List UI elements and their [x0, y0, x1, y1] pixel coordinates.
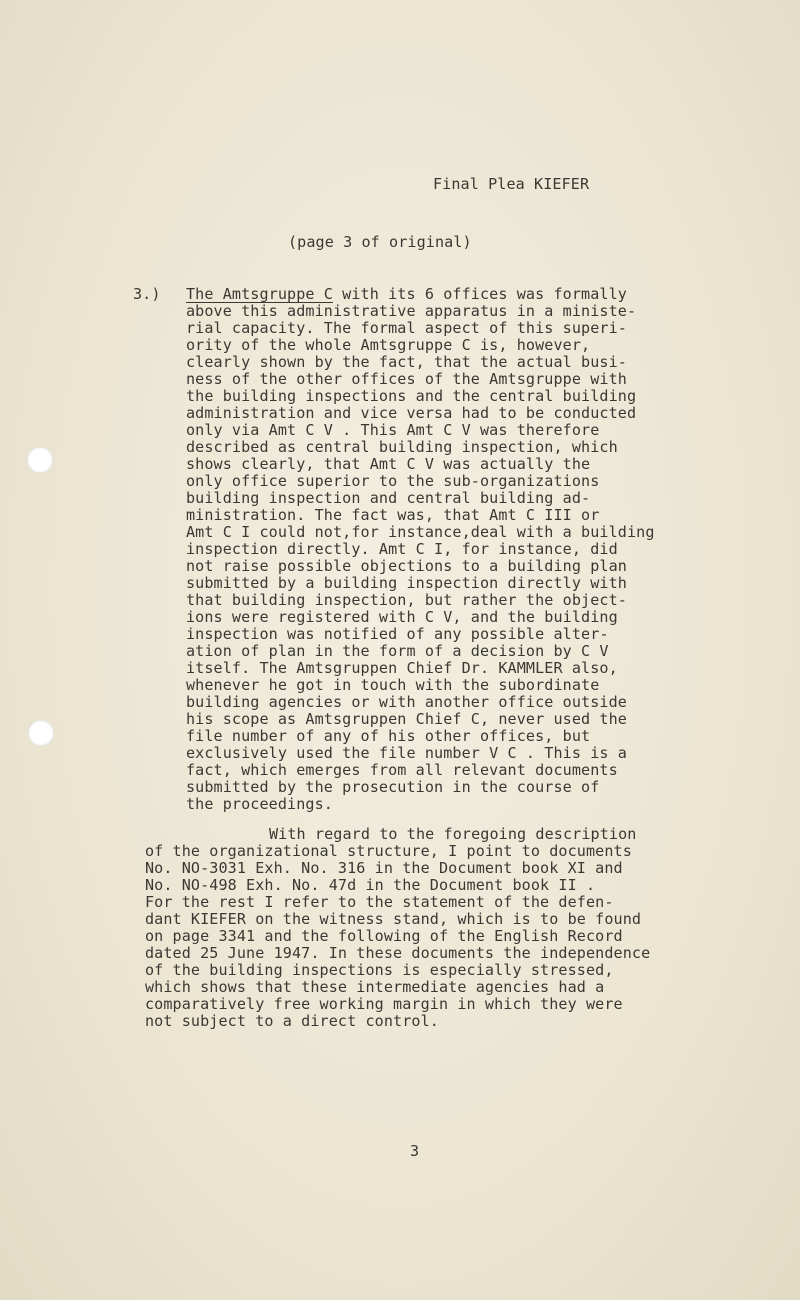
paragraph-line: building inspection and central building ad-: [186, 489, 591, 507]
paragraph-line: dated 25 June 1947. In these documents the independence: [145, 944, 651, 962]
punch-hole: [28, 720, 54, 746]
paragraph-line: only via Amt C V . This Amt C V was therefore: [186, 421, 600, 439]
paragraph-line: not subject to a direct control.: [145, 1012, 439, 1030]
paragraph-line: exclusively used the file number V C . This is a: [186, 744, 627, 762]
section-paragraph: [186, 286, 655, 813]
paragraph-line: administration and vice versa had to be conducted: [186, 404, 637, 422]
paragraph-line: No. NO-3031 Exh. No. 316 in the Document book XI and: [145, 859, 623, 877]
paragraph-line: dant KIEFER on the witness stand, which is to be found: [145, 910, 642, 928]
paragraph-line: submitted by the prosecution in the course of: [186, 778, 600, 796]
closing-paragraph: [145, 826, 650, 1030]
punch-hole: [27, 447, 53, 473]
underlined-phrase: The Amtsgruppe C: [186, 285, 333, 303]
paragraph-line: which shows that these intermediate agencies had a: [145, 978, 605, 996]
paragraph-line: file number of any of his other offices, but: [186, 727, 591, 745]
paragraph-line: the proceedings.: [186, 795, 333, 813]
paragraph-line: inspection was notified of any possible alter-: [186, 625, 609, 643]
paragraph-line: of the building inspections is especially stressed,: [145, 961, 614, 979]
paragraph-line: the building inspections and the central building: [186, 387, 637, 405]
paragraph-line: inspection directly. Amt C I, for instance, did: [186, 540, 618, 558]
paragraph-line: rial capacity. The formal aspect of this superi-: [186, 319, 627, 337]
paragraph-line: above this administrative apparatus in a ministe-: [186, 302, 637, 320]
paragraph-line: Amt C I could not,for instance,deal with a building: [186, 523, 655, 541]
paragraph-line: submitted by a building inspection directly with: [186, 574, 627, 592]
paragraph-line: ministration. The fact was, that Amt C III or: [186, 506, 600, 524]
page-note: (page 3 of original): [288, 233, 472, 251]
paragraph-line: With regard to the foregoing description: [269, 825, 637, 843]
paragraph-line: building agencies or with another office outside: [186, 693, 627, 711]
document-title: Final Plea KIEFER: [433, 175, 590, 193]
paragraph-line: No. NO-498 Exh. No. 47d in the Document book II .: [145, 876, 596, 894]
paragraph-line: itself. The Amtsgruppen Chief Dr. KAMMLER also,: [186, 659, 618, 677]
paragraph-line: shows clearly, that Amt C V was actually the: [186, 455, 591, 473]
paragraph-line: of the organizational structure, I point to documents: [145, 842, 632, 860]
paragraph-line: not raise possible objections to a building plan: [186, 557, 627, 575]
paragraph-line: ness of the other offices of the Amtsgruppe with: [186, 370, 627, 388]
paragraph-line: [186, 286, 655, 303]
page-number: 3: [410, 1142, 420, 1160]
paragraph-line: only office superior to the sub-organizations: [186, 472, 600, 490]
paragraph-line: ority of the whole Amtsgruppe C is, however,: [186, 336, 591, 354]
paragraph-line: whenever he got in touch with the subordinate: [186, 676, 600, 694]
paragraph-line: that building inspection, but rather the object-: [186, 591, 627, 609]
paragraph-line: fact, which emerges from all relevant documents: [186, 761, 618, 779]
paragraph-line: ation of plan in the form of a decision by C V: [186, 642, 609, 660]
paragraph-line: his scope as Amtsgruppen Chief C, never used the: [186, 710, 627, 728]
paragraph-line: comparatively free working margin in which they were: [145, 995, 623, 1013]
paragraph-line: clearly shown by the fact, that the actual busi-: [186, 353, 627, 371]
paragraph-line: described as central building inspection, which: [186, 438, 618, 456]
paragraph-line: ions were registered with C V, and the building: [186, 608, 618, 626]
paragraph-line: For the rest I refer to the statement of the defen-: [145, 893, 614, 911]
paragraph-line: on page 3341 and the following of the English Record: [145, 927, 623, 945]
item-marker: 3.): [133, 285, 161, 303]
line-text: with its 6 offices was formally: [333, 285, 627, 303]
